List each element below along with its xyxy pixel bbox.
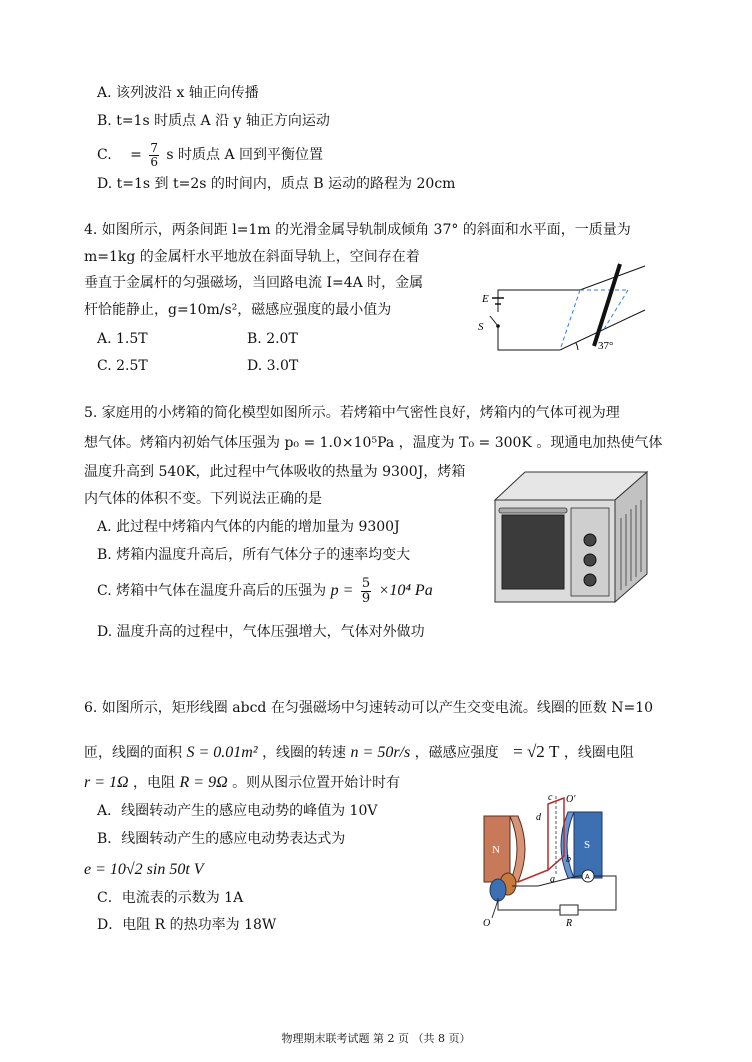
knob-3 xyxy=(584,574,596,586)
label-o: O xyxy=(483,918,491,929)
q5-stem-line4: 内气体的体积不变。下列说法正确的是 xyxy=(84,491,322,507)
q3-option-a: A. 该列波沿 x 轴正向传播 xyxy=(97,85,259,101)
coil-lead xyxy=(518,870,548,882)
metal-rod xyxy=(594,264,620,346)
q4-stem-line3: 垂直于金属杆的匀强磁场，当回路电流 I=4A 时，金属 xyxy=(84,275,424,291)
magnet-north-pole-face xyxy=(510,816,525,882)
rail-lower xyxy=(498,310,645,350)
knob-1 xyxy=(584,534,596,546)
switch-pivot xyxy=(496,324,500,328)
q6-option-d: D．电阻 R 的热功率为 18W xyxy=(97,917,277,933)
q6-option-b-expression: e = 10√2 sin 50t V xyxy=(84,861,204,878)
label-o-prime: O′ xyxy=(566,794,576,805)
q5-option-b: B. 烤箱内温度升高后，所有气体分子的速率均变大 xyxy=(97,547,411,563)
label-s: S xyxy=(478,321,484,333)
q5-option-a: A. 此过程中烤箱内气体的内能的增加量为 9300J xyxy=(97,519,400,535)
q5-stem-line1: 5. 家庭用的小烤箱的简化模型如图所示。若烤箱中气密性良好，烤箱内的气体可视为理 xyxy=(84,405,620,421)
label-c: c xyxy=(548,792,553,803)
q5-option-c: C. 烤箱中气体在温度升高后的压强为 p = $\frac{5}{9}$ ×10⁴ Pa xyxy=(97,575,433,606)
q4-stem-line1: 4. 如图所示，两条间距 l=1m 的光滑金属导轨制成倾角 37° 的斜面和水平面，一质量为 xyxy=(84,222,631,238)
q6-stem-line2: 匝，线圈的面积 S = 0.01m² ，线圈的转速 n = 50r/s ，磁感应强度 = √2 T ，线圈电阻 xyxy=(84,742,634,761)
q4-option-d: D. 3.0T xyxy=(247,358,299,374)
rail-upper xyxy=(498,266,645,312)
oven-window xyxy=(502,515,564,589)
q6-option-a: A．线圈转动产生的感应电动势的峰值为 10V xyxy=(97,803,378,819)
label-n: N xyxy=(492,844,500,856)
label-a: a xyxy=(550,874,555,885)
resistor-icon xyxy=(560,905,578,915)
q4-option-a: A. 1.5T xyxy=(97,331,148,347)
magnet-south-pole-face xyxy=(561,812,574,878)
q4-option-c: C. 2.5T xyxy=(97,358,148,374)
label-ammeter: A xyxy=(585,874,590,881)
q5-stem-line3: 温度升高到 540K，此过程中气体吸收的热量为 9300J，烤箱 xyxy=(84,464,466,480)
q5-oven-figure xyxy=(487,462,652,612)
slip-ring-2 xyxy=(490,879,506,901)
oven-handle xyxy=(499,508,567,513)
q4-rail-figure xyxy=(470,258,660,358)
label-r: R xyxy=(566,918,573,929)
q4-stem-line4: 杆恰能静止，g=10m/s²，磁感应强度的最小值为 xyxy=(84,302,392,318)
q5-option-d: D. 温度升高的过程中，气体压强增大，气体对外做功 xyxy=(97,624,425,640)
q4-option-b: B. 2.0T xyxy=(247,331,298,347)
q6-stem-line1: 6. 如图所示，矩形线圈 abcd 在匀强磁场中匀速转动可以产生交变电流。线圈的匝数 N=10 xyxy=(84,700,654,716)
label-d: d xyxy=(536,812,541,823)
q3-option-b: B. t=1s 时质点 A 沿 y 轴正方向运动 xyxy=(97,113,330,129)
q3-fraction: $\frac{7}{6}$ xyxy=(150,140,158,169)
page-footer: 物理期末联考试题 第 2 页 （共 8 页） xyxy=(281,1032,471,1045)
q4-stem-line2: m=1kg 的金属杆水平地放在斜面导轨上，空间存在着 xyxy=(84,249,420,265)
label-angle: 37° xyxy=(598,340,614,352)
label-s: S xyxy=(584,839,591,851)
q5-stem-line2: 想气体。烤箱内初始气体压强为 p₀ = 1.0×10⁵Pa ，温度为 T₀ = 300K 。现通电加热使气体 xyxy=(84,435,663,451)
q6-stem-line3: r = 1Ω ，电阻 R = 9Ω 。则从图示位置开始计时有 xyxy=(84,774,401,791)
q6-option-b: B．线圈转动产生的感应电动势表达式为 xyxy=(97,831,346,847)
q6-option-c: C．电流表的示数为 1A xyxy=(97,890,244,906)
angle-arc xyxy=(576,343,578,350)
label-e: E xyxy=(482,293,489,305)
q3-option-d: D. t=1s 到 t=2s 的时间内，质点 B 运动的路程为 20cm xyxy=(97,176,456,192)
q3-option-c: C. = $\frac{7}{6}$ s 时质点 A 回到平衡位置 xyxy=(97,140,324,169)
q6-generator-figure xyxy=(478,790,628,930)
axis-shaft xyxy=(492,900,498,918)
q5-fraction: $\frac{5}{9}$ xyxy=(361,575,371,606)
switch-lever xyxy=(490,316,498,326)
knob-2 xyxy=(584,554,596,566)
dashed-edge-left xyxy=(560,290,580,350)
label-b: b xyxy=(566,854,571,865)
